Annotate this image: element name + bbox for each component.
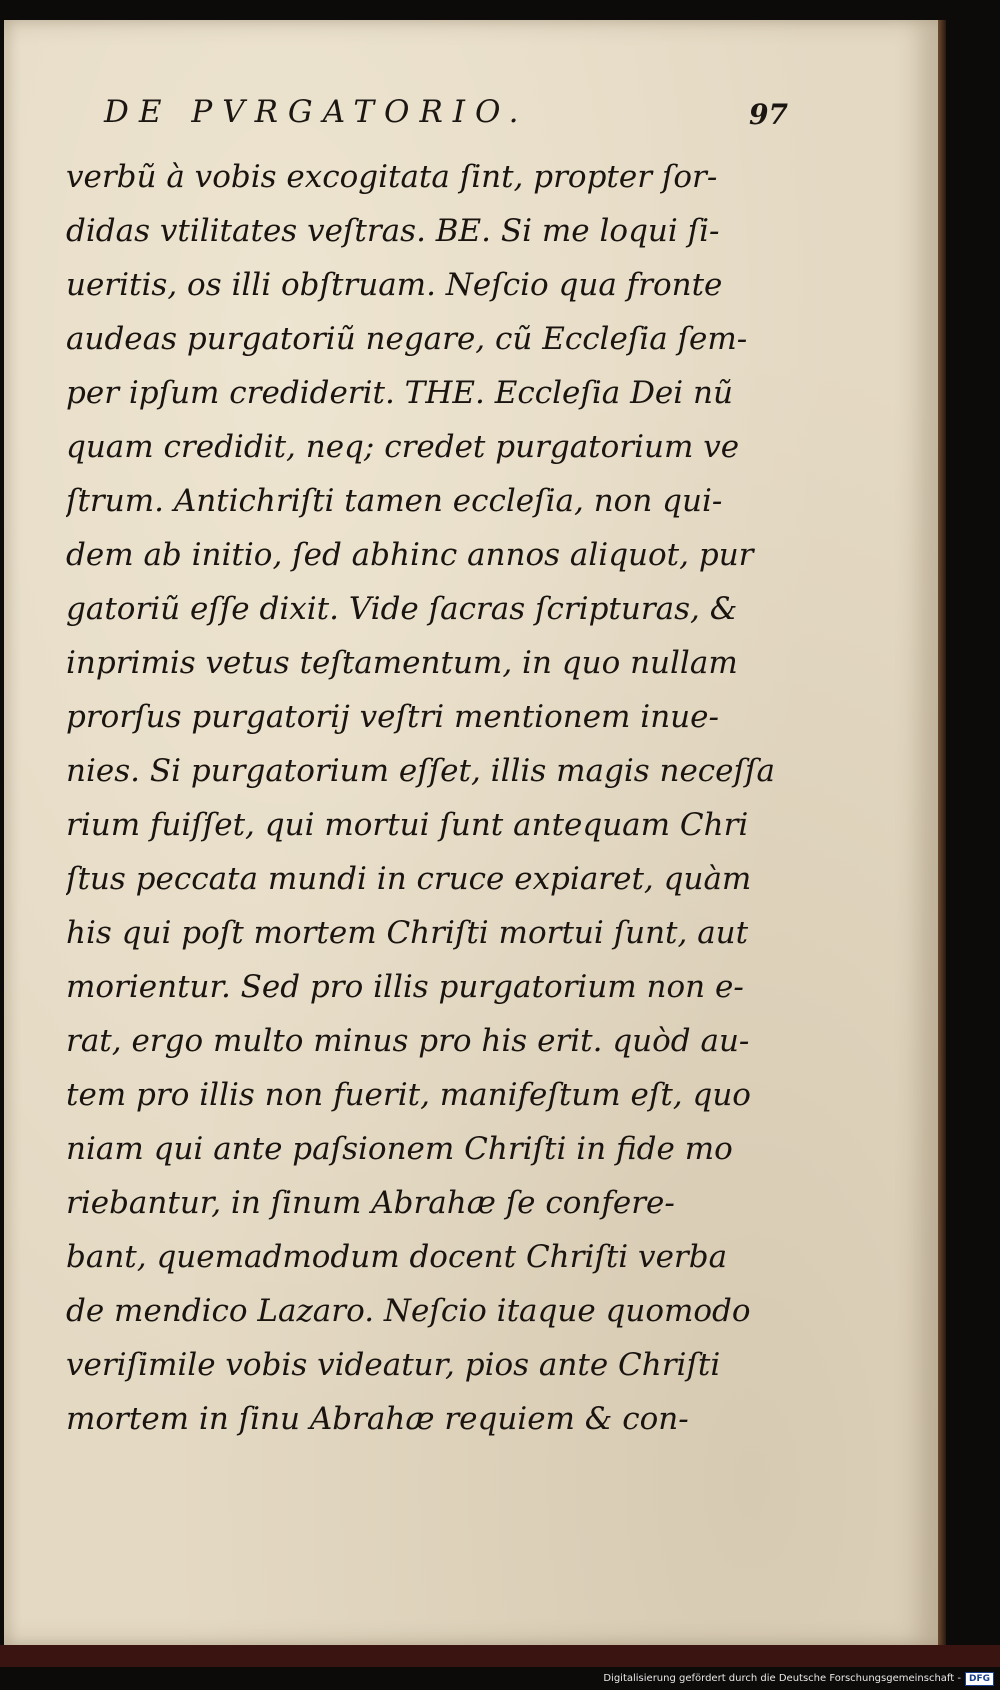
book-page — [4, 20, 938, 1645]
text-line: per ipſum crediderit. THE. Eccleſia Dei nũ — [66, 375, 733, 411]
text-line: audeas purgatoriũ negare, cũ Eccleſia ſem- — [66, 321, 748, 357]
folio-number: 97 — [749, 98, 788, 131]
text-line: ſtrum. Antichriſti tamen eccleſia, non qui- — [66, 483, 723, 519]
text-line: his qui poſt mortem Chriſti mortui ſunt, aut — [66, 915, 749, 951]
text-line: inprimis vetus teſtamentum, in quo nullam — [66, 645, 738, 681]
text-line: verbũ à vobis excogitata ſint, propter ſor- — [66, 159, 718, 195]
text-line: niam qui ante paſsionem Chriſti in fide mo — [66, 1131, 733, 1167]
text-line: quam credidit, neq; credet purgatorium ve — [66, 429, 740, 465]
footer-credit — [603, 1670, 994, 1688]
text-line: gatoriũ eſſe dixit. Vide ſacras ſcripturas, & — [66, 591, 738, 627]
text-line: rium fuiſſet, qui mortui ſunt antequam Chri — [66, 807, 749, 843]
text-line: didas vtilitates veſtras. BE. Si me loqui ſi- — [66, 213, 720, 249]
page-edge — [938, 20, 946, 1645]
text-line: ueritis, os illi obſtruam. Neſcio qua fronte — [66, 267, 723, 303]
text-line: nies. Si purgatorium eſſet, illis magis neceſſa — [66, 753, 775, 789]
credit-text: Digitalisierung gefördert durch die Deutsche Forschungsgemeinschaft - — [603, 1673, 961, 1684]
text-line: morientur. Sed pro illis purgatorium non e- — [66, 969, 744, 1005]
text-line: veriſimile vobis videatur, pios ante Chriſti — [66, 1347, 721, 1383]
dfg-logo-icon: DFG — [965, 1672, 994, 1686]
text-line: rat, ergo multo minus pro his erit. quòd au- — [66, 1023, 750, 1059]
running-head: DE PVRGATORIO. — [104, 94, 529, 130]
text-block — [66, 150, 796, 1446]
text-line: prorſus purgatorij veſtri mentionem inue- — [66, 699, 719, 735]
text-line: ſtus peccata mundi in cruce expiaret, quàm — [66, 861, 752, 897]
text-line: tem pro illis non fuerit, manifeſtum eſt, quo — [66, 1077, 751, 1113]
text-line: mortem in ſinu Abrahæ requiem & con- — [66, 1401, 689, 1437]
binding-strip — [0, 1645, 1000, 1667]
text-line: riebantur, in ſinum Abrahæ ſe confere- — [66, 1185, 675, 1221]
text-line: dem ab initio, ſed abhinc annos aliquot, pur — [66, 537, 754, 573]
text-line: bant, quemadmodum docent Chriſti verba — [66, 1239, 728, 1275]
text-line: de mendico Lazaro. Neſcio itaque quomodo — [66, 1293, 751, 1329]
